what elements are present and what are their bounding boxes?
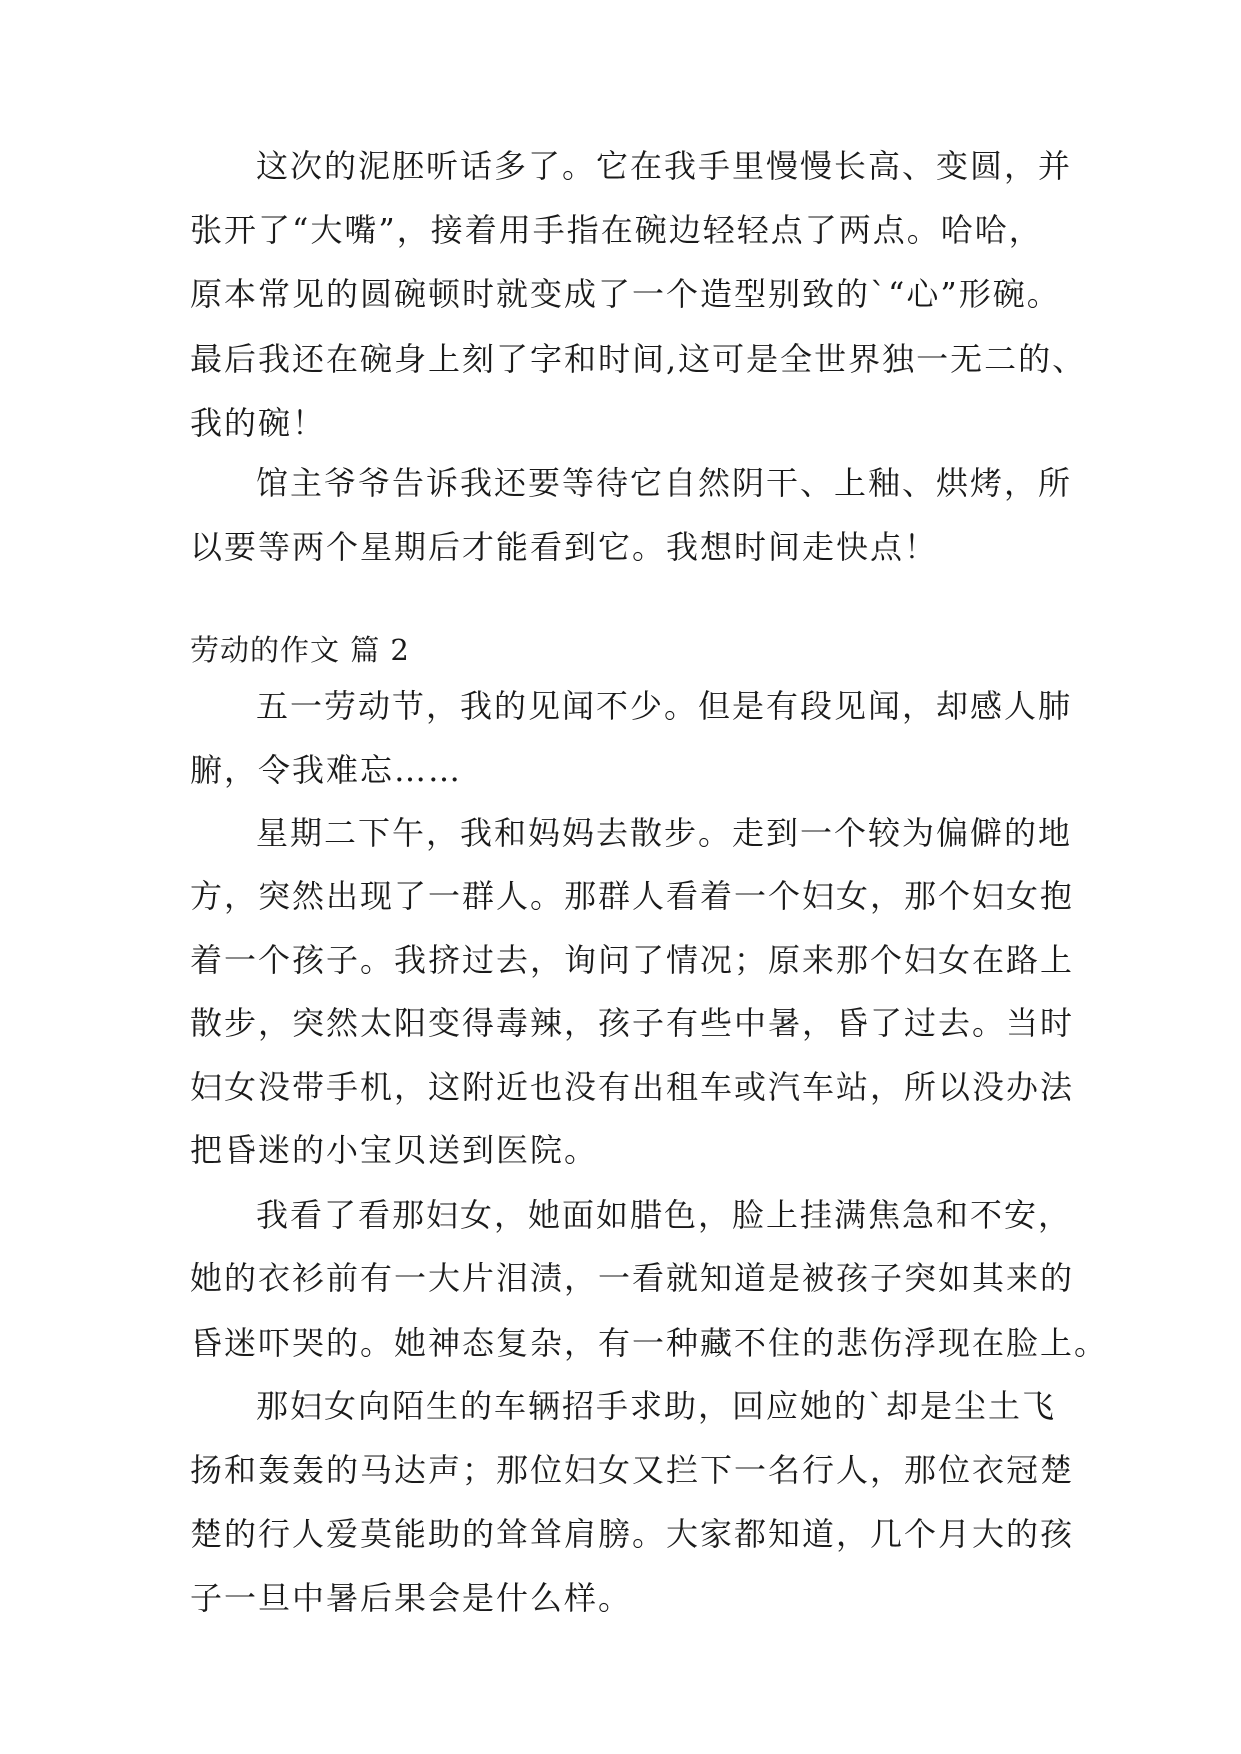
paragraph-line: 她的衣衫前有一大片泪渍，一看就知道是被孩子突如其来的 (190, 1259, 1075, 1297)
paragraph-line: 我的碗！ (190, 404, 327, 442)
paragraph-line: 子一旦中暑后果会是什么样。 (190, 1579, 633, 1617)
paragraph-line: 星期二下午，我和妈妈去散步。走到一个较为偏僻的地 (256, 814, 1073, 852)
section-heading: 劳动的作文 篇 2 (190, 633, 410, 667)
paragraph-line: 着一个孩子。我挤过去，询问了情况；原来那个妇女在路上 (190, 941, 1075, 979)
paragraph-line: 把昏迷的小宝贝送到医院。 (190, 1131, 599, 1169)
paragraph-line: 妇女没带手机，这附近也没有出租车或汽车站，所以没办法 (190, 1068, 1075, 1106)
paragraph-line: 散步，突然太阳变得毒辣，孩子有些中暑，昏了过去。当时 (190, 1004, 1075, 1042)
paragraph-line: 五一劳动节，我的见闻不少。但是有段见闻，却感人肺 (256, 687, 1073, 725)
paragraph-line: 扬和轰轰的马达声；那位妇女又拦下一名行人，那位衣冠楚 (190, 1451, 1075, 1489)
paragraph-line: 方，突然出现了一群人。那群人看着一个妇女，那个妇女抱 (190, 877, 1075, 915)
paragraph-line: 腑，令我难忘…… (190, 751, 463, 789)
paragraph-line: 原本常见的圆碗顿时就变成了一个造型别致的`“心”形碗。 (190, 275, 1061, 313)
paragraph-line: 昏迷吓哭的。她神态复杂，有一种藏不住的悲伤浮现在脸上。 (190, 1324, 1109, 1362)
paragraph-line: 楚的行人爱莫能助的耸耸肩膀。大家都知道，几个月大的孩 (190, 1515, 1075, 1553)
paragraph-line: 这次的泥胚听话多了。它在我手里慢慢长高、变圆，并 (256, 147, 1073, 185)
paragraph-line: 张开了“大嘴”，接着用手指在碗边轻轻点了两点。哈哈， (190, 211, 1043, 249)
paragraph-line: 那妇女向陌生的车辆招手求助，回应她的`却是尘土飞 (256, 1387, 1057, 1425)
paragraph-line: 馆主爷爷告诉我还要等待它自然阴干、上釉、烘烤，所 (256, 464, 1073, 502)
paragraph-line: 最后我还在碗身上刻了字和时间,这可是全世界独一无二的、 (190, 340, 1087, 378)
paragraph-line: 我看了看那妇女，她面如腊色，脸上挂满焦急和不安， (256, 1196, 1073, 1234)
paragraph-line: 以要等两个星期后才能看到它。我想时间走快点！ (190, 528, 939, 566)
